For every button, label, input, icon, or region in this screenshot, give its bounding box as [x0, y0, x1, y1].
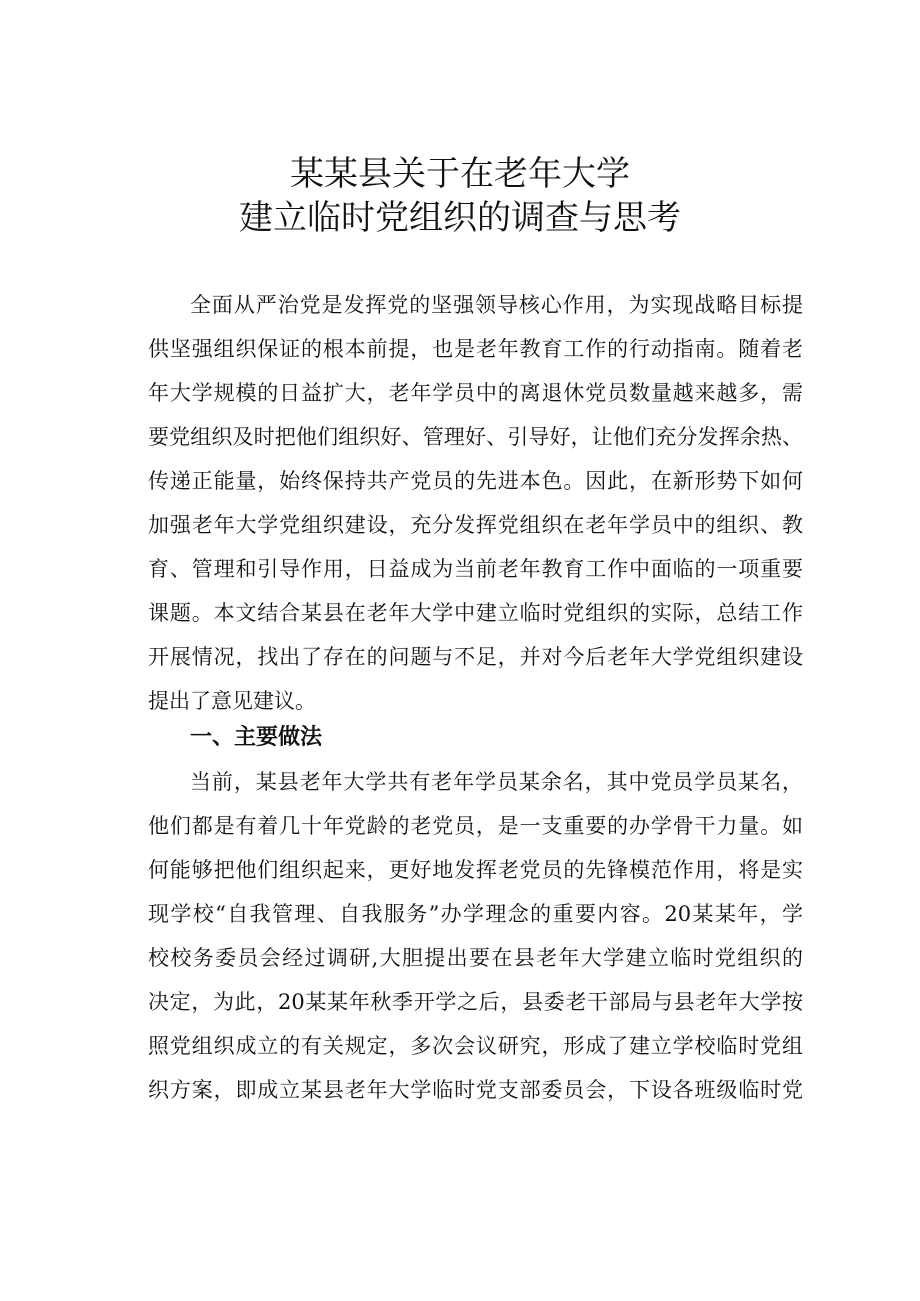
paragraph-line: 照党组织成立的有关规定，多次会议研究，形成了建立学校临时党组 [148, 1034, 803, 1058]
paragraph-line: 开展情况，找出了存在的问题与不足，并对今后老年大学党组织建设 [148, 645, 803, 669]
paragraph-line: 提出了意见建议。 [148, 689, 316, 713]
paragraph-line: 织方案，即成立某县老年大学临时党支部委员会，下设各班级临时党 [148, 1078, 803, 1102]
paragraph-line: 何能够把他们组织起来，更好地发挥老党员的先锋模范作用，将是实 [148, 858, 803, 882]
paragraph-line: 育、管理和引导作用，日益成为当前老年教育工作中面临的一项重要 [148, 557, 803, 581]
paragraph-line: 他们都是有着几十年党龄的老党员，是一支重要的办学骨干力量。如 [148, 814, 803, 838]
paragraph-intro [148, 283, 803, 723]
paragraph-line: 年大学规模的日益扩大，老年学员中的离退休党员数量越来越多，需 [148, 381, 803, 405]
paragraph-line: 全面从严治党是发挥党的坚强领导核心作用，为实现战略目标提 [190, 293, 803, 317]
paragraph-line: 当前，某县老年大学共有老年学员某余名，其中党员学员某名， [190, 770, 803, 794]
paragraph-line: 传递正能量，始终保持共产党员的先进本色。因此，在新形势下如何 [148, 469, 803, 493]
section-heading-main-practices: 一、主要做法 [190, 725, 323, 750]
paragraph-line: 决定，为此，20某某年秋季开学之后，县委老干部局与县老年大学按 [148, 990, 803, 1014]
paragraph-line: 供坚强组织保证的根本前提，也是老年教育工作的行动指南。随着老 [148, 337, 803, 361]
paragraph-line: 加强老年大学党组织建设，充分发挥党组织在老年学员中的组织、教 [148, 513, 803, 537]
paragraph-line: 现学校“自我管理、自我服务”办学理念的重要内容。20某某年，学 [148, 902, 803, 926]
paragraph-line: 课题。本文结合某县在老年大学中建立临时党组织的实际，总结工作 [148, 601, 803, 625]
document-title-line-2: 建立临时党组织的调查与思考 [239, 198, 681, 238]
document-title-line-1: 某某县关于在老年大学 [290, 154, 630, 194]
paragraph-main-practices [148, 760, 803, 1112]
paragraph-line: 要党组织及时把他们组织好、管理好、引导好，让他们充分发挥余热、 [148, 425, 803, 449]
paragraph-line: 校校务委员会经过调研,大胆提出要在县老年大学建立临时党组织的 [148, 946, 803, 970]
